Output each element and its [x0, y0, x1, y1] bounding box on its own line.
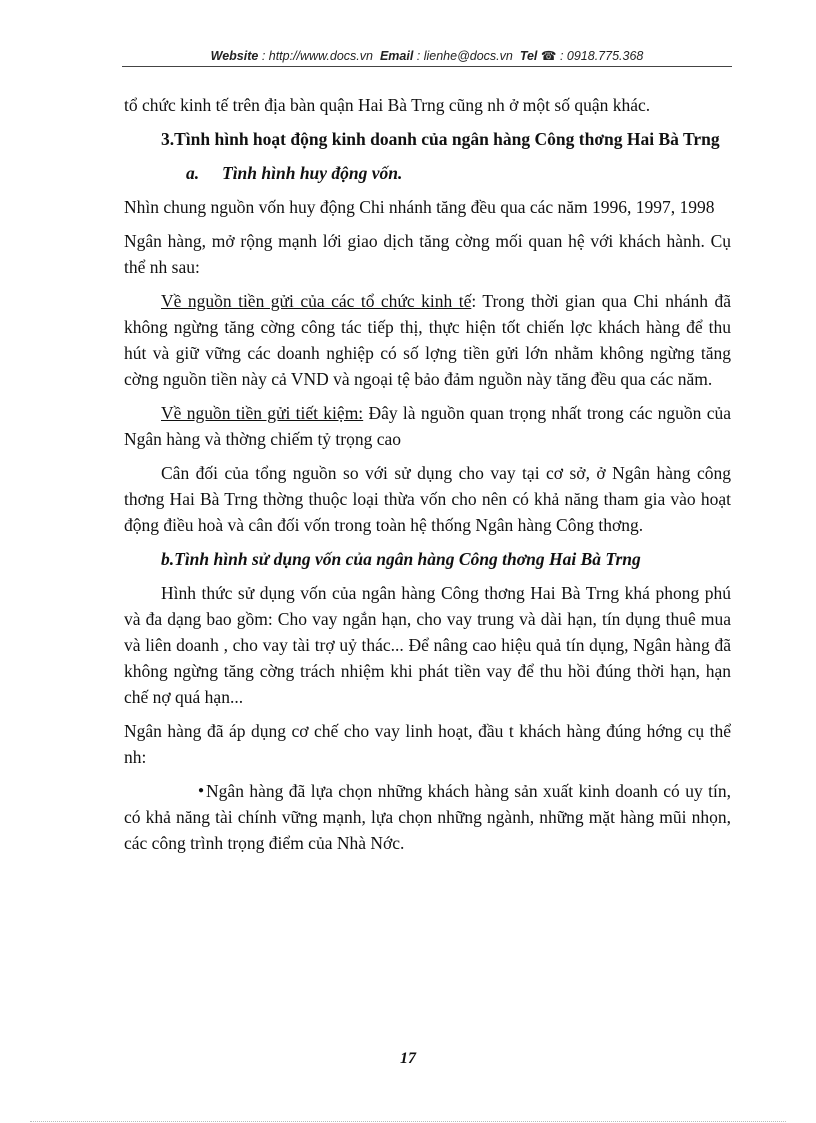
header-divider: [122, 66, 732, 67]
email-label: Email: [379, 49, 414, 63]
paragraph-text: Đây là nguồn quan trọng nhất trong các nguồn của Ngân hàng và thờng chiếm tỷ trọng cao: [124, 403, 731, 449]
paragraph: Ngân hàng, mở rộng mạnh lới giao dịch tăng cờng mối quan hệ với khách hành. Cụ thể nh sau:: [124, 231, 731, 277]
subsection-heading-b: b.Tình hình sử dụng vốn của ngân hàng Công thơng Hai Bà Trng: [161, 549, 641, 569]
subsection-title: Tình hình huy động vốn.: [222, 163, 403, 183]
paragraph: [124, 400, 731, 452]
tel-value: ☎ : 0918.775.368: [540, 49, 644, 63]
underlined-term: Về nguồn tiền gửi tiết kiệm:: [161, 403, 364, 423]
paragraph: tổ chức kinh tế trên địa bàn quận Hai Bà Trng cũng nh ở một số quận khác.: [124, 95, 651, 115]
paragraph-text: : Trong thời gian qua Chi nhánh đã không ngừng tăng cờng công tác tiếp thị, thực hiện tốt chiến lợc khách hàng để thu hút và giữ vững các doanh nghiệp có số lợng tiền gửi lớn nhằm không ngừng tăng cờng nguồn tiền này cả VND và ngoại tệ bảo đảm nguồn này tăng đều qua các năm.: [124, 291, 731, 389]
paragraph: Cân đối của tổng nguồn so với sử dụng cho vay tại cơ sở, ở Ngân hàng công thơng Hai Bà Trng thờng thuộc loại thừa vốn cho nên có khả năng tham gia vào hoạt động điều hoà và cân đối vốn trong toàn hệ thống Ngân hàng Công thơng.: [124, 463, 731, 535]
website-label: Website: [210, 49, 259, 63]
paragraph: [124, 288, 731, 392]
paragraph: Nhìn chung nguồn vốn huy động Chi nhánh tăng đều qua các năm 1996, 1997, 1998: [124, 197, 715, 217]
bullet-text: Ngân hàng đã lựa chọn những khách hàng sản xuất kinh doanh có uy tín, có khả năng tài chính vững mạnh, lựa chọn những ngành, những mặt hàng mũi nhọn, các công trình trọng điểm của Nhà Nớc.: [124, 781, 731, 853]
page-number: 17: [400, 1050, 416, 1067]
section-heading-text: 3.Tình hình hoạt động kinh doanh của ngân hàng Công thơng Hai Bà Trng: [161, 129, 720, 149]
paragraph: Hình thức sử dụng vốn của ngân hàng Công thơng Hai Bà Trng khá phong phú và đa dạng bao gồm: Cho vay ngắn hạn, cho vay trung và dài hạn, tín dụng thuê mua và liên doanh , cho vay tài trợ uỷ thác... Để nâng cao hiệu quả tín dụng, Ngân hàng đã không ngừng tăng cờng trách nhiệm khi phát tiền vay để thu hồi đúng thời hạn, hạn chế nợ quá hạn...: [124, 583, 731, 707]
tel-label: Tel: [519, 49, 538, 63]
email-value: : lienhe@docs.vn: [416, 49, 513, 63]
page-header: [122, 48, 732, 63]
bullet-item: [124, 778, 731, 856]
bullet-icon: ●: [198, 785, 205, 796]
subsection-heading-a: [124, 160, 731, 186]
subsection-letter: a.: [186, 163, 200, 183]
website-value: : http://www.docs.vn: [261, 49, 373, 63]
paragraph: Ngân hàng đã áp dụng cơ chế cho vay linh hoạt, đầu t khách hàng đúng hớng cụ thể nh:: [124, 721, 731, 767]
page-body: [124, 92, 731, 864]
footer-divider: [30, 1121, 786, 1122]
underlined-term: Về nguồn tiền gửi của các tổ chức kinh tế: [161, 291, 472, 311]
section-heading: [124, 126, 731, 152]
